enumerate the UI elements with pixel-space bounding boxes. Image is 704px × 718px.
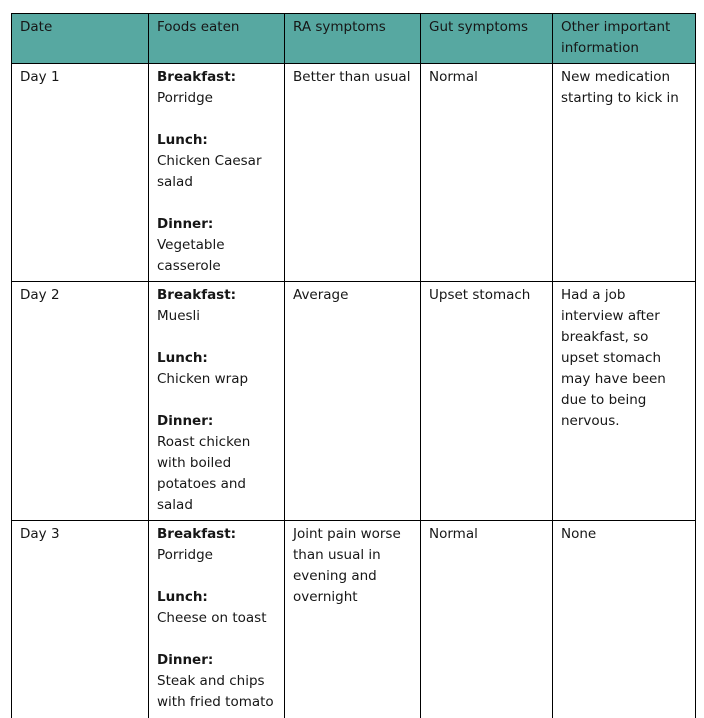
meal-text: Cheese on toast xyxy=(157,610,267,626)
meal-label: Dinner: xyxy=(157,216,214,232)
col-header-ra-symptoms: RA symptoms xyxy=(285,14,421,64)
cell-ra-symptoms: Joint pain worse than usual in evening and overnight xyxy=(285,521,421,718)
table-row-day1 xyxy=(12,64,696,282)
cell-other-information: New medication starting to kick in xyxy=(553,64,696,282)
cell-gut-symptoms: Normal xyxy=(421,64,553,282)
meal-label: Dinner: xyxy=(157,652,214,668)
meal-text: Porridge xyxy=(157,547,213,563)
table-row-day2 xyxy=(12,282,696,521)
meal-label: Breakfast: xyxy=(157,526,237,542)
cell-gut-symptoms: Normal xyxy=(421,521,553,718)
meal-breakfast xyxy=(157,285,276,327)
meal-label: Lunch: xyxy=(157,589,208,605)
cell-other-information: None xyxy=(553,521,696,718)
col-header-other-information: Other important information xyxy=(553,14,696,64)
cell-date: Day 2 xyxy=(12,282,149,521)
meal-label: Breakfast: xyxy=(157,287,237,303)
meal-text: Roast chicken with boiled potatoes and salad xyxy=(157,434,251,513)
col-header-date: Date xyxy=(12,14,149,64)
cell-ra-symptoms: Average xyxy=(285,282,421,521)
meal-lunch xyxy=(157,130,276,193)
cell-foods-eaten xyxy=(149,521,285,718)
meal-lunch xyxy=(157,348,276,390)
meal-breakfast xyxy=(157,524,276,566)
meal-text: Steak and chips with fried tomato xyxy=(157,673,274,710)
cell-ra-symptoms: Better than usual xyxy=(285,64,421,282)
meal-text: Chicken Caesar salad xyxy=(157,153,262,190)
meal-text: Vegetable casserole xyxy=(157,237,225,274)
col-header-foods-eaten: Foods eaten xyxy=(149,14,285,64)
cell-foods-eaten xyxy=(149,64,285,282)
meal-label: Lunch: xyxy=(157,350,208,366)
meal-lunch xyxy=(157,587,276,629)
meal-text: Muesli xyxy=(157,308,201,324)
meal-label: Dinner: xyxy=(157,413,214,429)
meal-dinner xyxy=(157,214,276,277)
meal-text: Chicken wrap xyxy=(157,371,249,387)
meal-label: Breakfast: xyxy=(157,69,237,85)
col-header-gut-symptoms: Gut symptoms xyxy=(421,14,553,64)
cell-foods-eaten xyxy=(149,282,285,521)
cell-other-information: Had a job interview after breakfast, so upset stomach may have been due to being nervous. xyxy=(553,282,696,521)
header-row xyxy=(12,14,696,64)
cell-gut-symptoms: Upset stomach xyxy=(421,282,553,521)
table-row-day3 xyxy=(12,521,696,718)
meal-label: Lunch: xyxy=(157,132,208,148)
cell-date: Day 1 xyxy=(12,64,149,282)
meal-text: Porridge xyxy=(157,90,213,106)
food-symptom-diary-table xyxy=(11,13,696,718)
meal-dinner xyxy=(157,411,276,516)
cell-date: Day 3 xyxy=(12,521,149,718)
meal-dinner xyxy=(157,650,276,713)
meal-breakfast xyxy=(157,67,276,109)
